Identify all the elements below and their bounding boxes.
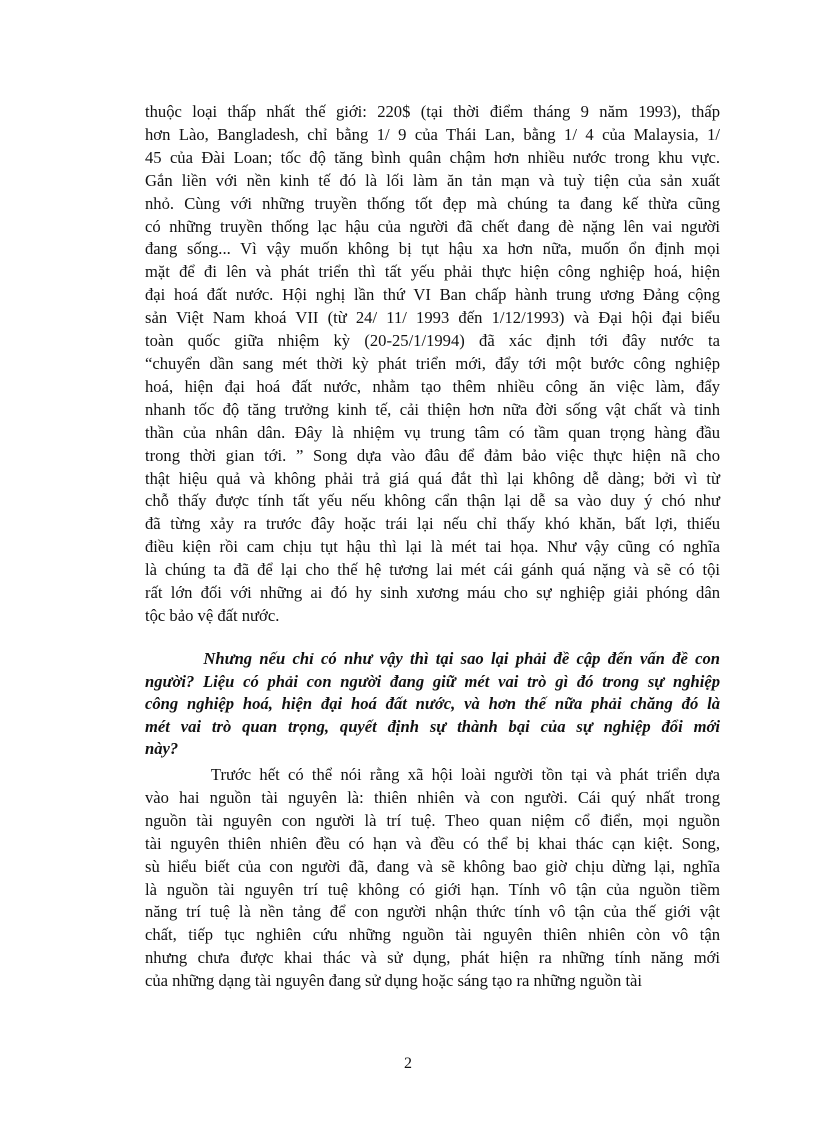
text-line: năng trí tuệ là nền tảng để con người nhận thức tính vô tận của thế giới vật	[145, 902, 720, 922]
text-line: nhỏ. Cùng với những truyền thống tốt đẹp mà chúng ta đang kế thừa cũng	[145, 193, 720, 213]
text-line: đại hoá đất nước. Hội nghị lần thứ VI Ban chấp hành trung ương Đảng cộng	[145, 285, 720, 305]
text-line: công nghiệp hoá, hiện đại hoá đất nước, và hơn thế nữa phải chăng đó là	[145, 694, 720, 713]
text-line: trong thời gian tới. ” Song dựa vào đâu để đảm bảo việc thực hiện nã cho	[145, 445, 720, 465]
text-line: điều kiện rồi cam chịu tụt hậu thì lại là mét tai họa. Như vậy cũng có nghĩa	[145, 537, 720, 557]
text-line: có những truyền thống lạc hậu của người đã chết đang đè nặng lên vai người	[145, 216, 720, 236]
paragraph-2-question	[145, 648, 720, 761]
text-line: nhưng chưa được khai thác và sử dụng, phát hiện ra những tính năng mới	[145, 948, 720, 968]
text-line: toàn quốc giữa nhiệm kỳ (20-25/1/1994) đã xác định tới đây nước ta	[145, 331, 720, 351]
text-line: thuộc loại thấp nhất thế giới: 220$ (tại thời điểm tháng 9 năm 1993), thấp	[145, 102, 720, 121]
text-line: Nhưng nếu chỉ có như vậy thì tại sao lại phải đề cập đến vấn đề con	[145, 649, 720, 668]
paragraph-1	[145, 101, 720, 628]
text-line: của những dạng tài nguyên đang sử dụng hoặc sáng tạo ra những nguồn tài	[145, 971, 643, 991]
text-line: thần của nhân dân. Đây là nhiệm vụ trung tâm có tầm quan trọng hàng đầu	[145, 422, 720, 442]
text-line: Trước hết có thể nói rằng xã hội loài người tồn tại và phát triển dựa	[145, 765, 720, 784]
text-line: thật hiệu quả và không phải trả giá quá đắt thì lại không dễ dàng; bởi vì từ	[145, 468, 720, 488]
text-line: vào hai nguồn tài nguyên là: thiên nhiên và con người. Cái quý nhất trong	[145, 787, 720, 807]
text-line: là chúng ta đã để lại cho thế hệ tương lai mét cái gánh quá nặng và sẽ có tội	[145, 560, 720, 580]
text-line: hoá, hiện đại hoá đất nước, nhằm tạo thêm nhiều công ăn việc làm, đẩy	[145, 376, 720, 396]
text-line: mét vai trò quan trọng, quyết định sự thành bại của sự nghiệp đổi mới	[145, 716, 720, 736]
text-line: mặt để đi lên và phát triển thì tất yếu phải thực hiện công nghiệp hoá, hiện	[145, 262, 720, 282]
text-line: người? Liệu có phải con người đang giữ mét vai trò gì đó trong sự nghiệp	[145, 671, 720, 691]
text-line: tộc bảo vệ đất nước.	[145, 605, 280, 625]
text-line: rất lớn đối với những ai đó hy sinh xương máu cho sự nghiệp giải phóng dân	[145, 583, 720, 603]
text-line: “chuyển dần sang mét thời kỳ phát triển mới, đẩy tới một bước công nghiệp	[145, 353, 720, 373]
text-line: Gắn liền với nền kinh tế đó là lối làm ăn tản mạn và tuỳ tiện của sản xuất	[145, 170, 720, 190]
text-line: nguồn tài nguyên con người là trí tuệ. Theo quan niệm cổ điển, mọi nguồn	[145, 810, 720, 830]
text-line: chất, tiếp tục nghiên cứu những nguồn tài nguyên thiên nhiên còn vô tận	[145, 925, 720, 945]
text-line: là nguồn tài nguyên trí tuệ không có giới hạn. Tính vô tận của nguồn tiềm	[145, 879, 720, 899]
text-line: chỗ thấy được tính tất yếu nếu không cẩn thận lại dễ sa vào duy ý chó như	[145, 491, 720, 511]
text-line: sản Việt Nam khoá VII (từ 24/ 11/ 1993 đến 1/12/1993) và Đại hội đại biểu	[145, 308, 720, 328]
page-number: 2	[404, 1055, 412, 1072]
text-line: đã từng xảy ra trước đây hoặc trái lại nếu chỉ thấy khó khăn, bất lợi, thiếu	[145, 514, 720, 534]
text-line: hơn Lào, Bangladesh, chỉ bằng 1/ 9 của Thái Lan, bằng 1/ 4 của Malaysia, 1/	[145, 124, 720, 144]
text-line: đang sống... Vì vậy muốn không bị tụt hậu xa hơn nữa, muốn ổn định mọi	[145, 239, 720, 259]
text-line: nhanh tốc độ tăng trưởng kinh tế, cải thiện hơn nữa đời sống vật chất và tinh	[145, 399, 720, 419]
text-line: 45 của Đài Loan; tốc độ tăng bình quân chậm hơn nhiều nước trong khu vực.	[145, 147, 720, 167]
text-line: tài nguyên thiên nhiên đều có hạn và đều có thể bị khai thác cạn kiệt. Song,	[145, 833, 720, 853]
text-line: này?	[145, 739, 179, 758]
paragraph-3	[145, 764, 720, 993]
text-line: sù hiểu biết của con người đã, đang và sẽ không bao giờ chịu dừng lại, nghĩa	[145, 856, 720, 876]
